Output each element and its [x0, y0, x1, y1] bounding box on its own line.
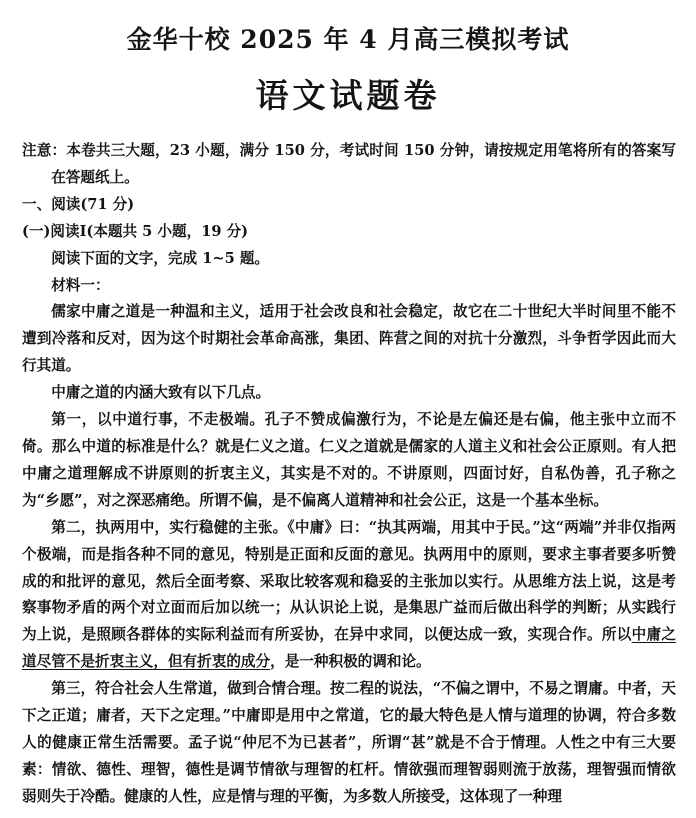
paragraph-4-text: 第二，执两用中，实行稳健的主张。《中庸》曰：“执其两端，用其中于民。”这“两端”并非仅指两个极端，而是指各种不同的意见，特别是正面和反面的意见。执两用中的原则，要求主事者要多听赞成的和批评的意见，然后全面考察、采取比较客观和稳妥的主张加以实行。从思维方法上说，这是考察事物矛盾的两个对立面而后加以统一；从认识论上说，是集思广益而后做出科学的判断；从实践行为上说，是照顾各群体的实际利益而有所妥协，在异中求同，以便达成一致，实现合作。所以 — [22, 518, 676, 644]
material-label: 材料一： — [51, 276, 110, 294]
exam-body — [22, 138, 676, 811]
passage-paragraph-4 — [22, 515, 676, 676]
underlined-sentence: 中庸之道尽管不是折衷主义，但有折衷的成分 — [22, 626, 676, 671]
passage-paragraph-3: 第一，以中道行事，不走极端。孔子不赞成偏激行为，不论是左偏还是右偏，他主张中立而不倚。那么中道的标准是什么？就是仁义之道。仁义之道就是儒家的人道主义和社会公正原则。有人把中庸之道理解成不讲原则的折衷主义，其实是不对的。不讲原则，四面讨好，自私伪善，孔子称之为“乡愿”，对之深恶痛绝。所谓不偏，是不偏离人道精神和社会公正，这是一个基本坐标。 — [22, 411, 676, 509]
exam-title: 金华十校 2025 年 4 月高三模拟考试 — [126, 25, 570, 54]
notice-text: 本卷共三大题，23 小题，满分 150 分，考试时间 150 分钟，请按规定用笔将所有的答案写在答题纸上。 — [51, 142, 676, 186]
passage-paragraph-1: 儒家中庸之道是一种温和主义，适用于社会改良和社会稳定，故它在二十世纪大半时间里不能不遭到冷落和反对，因为这个时期社会革命高涨，集团、阵营之间的对抗十分激烈，斗争哲学因此而大行其道。 — [22, 303, 676, 375]
passage-paragraph-2: 中庸之道的内涵大致有以下几点。 — [51, 384, 271, 402]
paragraph-4-ending: ，是一种积极的调和论。 — [270, 653, 431, 671]
reading-instruction: 阅读下面的文字，完成 1~5 题。 — [51, 249, 270, 267]
notice-label: 注意： — [22, 142, 67, 159]
section-heading: 一、阅读(71 分) — [22, 195, 135, 213]
part-heading: (一)阅读Ⅰ(本题共 5 小题，19 分) — [22, 222, 249, 240]
notice — [22, 138, 676, 192]
paper-title: 语文试题卷 — [255, 76, 441, 115]
passage-paragraph-5: 第三，符合社会人生常道，做到合情合理。按二程的说法，“不偏之谓中，不易之谓庸。中者，天下之正道；庸者，天下之定理。”中庸即是用中之常道，它的最大特色是人情与道理的协调，符合多数人的健康正常生活需要。孟子说“仲尼不为已甚者”，所谓“甚”就是不合于情理。人性之中有三大要素：情欲、德性、理智，德性是调节情欲与理智的杠杆。情欲强而理智弱则流于放荡，理智强而情欲弱则失于冷酷。健康的人性，应是情与理的平衡，为多数人所接受，这体现了一种理 — [22, 680, 676, 805]
